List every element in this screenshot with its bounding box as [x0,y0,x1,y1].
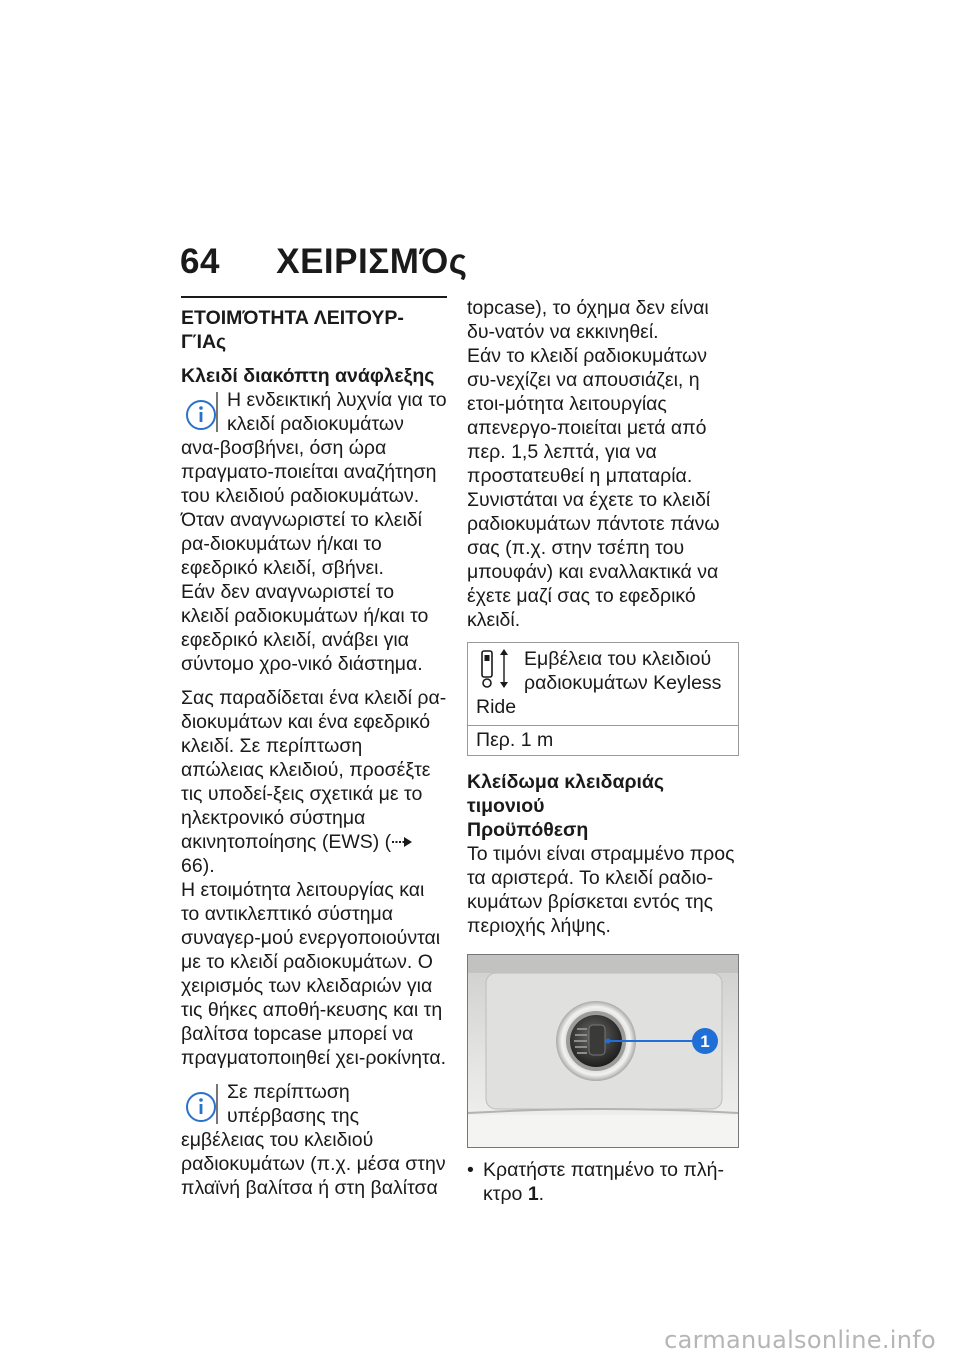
range-value: Περ. 1 m [468,725,738,755]
watermark: carmanualsonline.info [664,1326,936,1354]
paragraph: Συνιστάται να έχετε το κλειδί ραδιοκυμάτων πάντοτε πάνω σας (π.χ. στην τσέπη του μπουφάν) και εναλλακτικά να έχετε μαζί σας το εφεδρικό κλειδί. [467,489,720,631]
key-range-icon [476,647,520,693]
note-text: Η ενδεικτική λυχνία για το κλειδί ραδιοκυμάτων ανα-βοσβήνει, όση ώρα πραγματο-ποιείται αναζήτηση του κλειδιού ραδιοκυμάτων. [181,389,447,507]
page-ref-arrow-icon [391,836,413,848]
paragraph: Εάν το κλειδί ραδιοκυμάτων συ-νεχίζει να απουσιάζει, η ετοι-μότητα λειτουργίας απενεργο-ποιείται μετά από περ. 1,5 λεπτά, για να προστατευθεί η μπαταρία. [467,345,707,487]
ignition-button-photo [467,954,739,1148]
step-key: 1 [527,1183,539,1205]
subsection-title: Κλειδί διακόπτη ανάφλεξης [181,365,435,387]
left-column [181,296,447,1200]
range-label: Εμβέλεια του κλειδιού ραδιοκυμάτων Keyless Ride [476,648,722,718]
paragraph: Η ετοιμότητα λειτουργίας και το αντικλεπτικό σύστημα συναγερ-μού ενεργοποιούνται με το κλειδί ραδιοκυμάτων. Ο χειρισμός των κλειδαριών για τις θήκες αποθή-κευσης και τη βαλίτσα topcase μπορεί να πραγματοποιηθεί χει-ροκίνητα. [181,879,447,1069]
right-column [467,296,739,1206]
range-box-header [468,643,738,725]
step-end: . [538,1183,545,1205]
section-rule [181,296,447,298]
info-note-2 [181,1080,447,1200]
page-header [180,242,467,282]
section-title: ΕΤΟΙΜΌΤΗΤΑ ΛΕΙΤΟΥΡ-ΓΊΑς [181,307,404,353]
photo-callout-label: 1 [700,1032,710,1051]
note-text: Σε περίπτωση υπέρβασης της εμβέλειας του κλειδιού ραδιοκυμάτων (π.χ. μέσα στην πλαϊνή βαλίτσα ή στη βαλίτσα [181,1081,446,1199]
range-info-box [467,642,739,756]
step-text: Κρατήστε πατημένο το πλή-κτρο [483,1159,724,1205]
instruction-step [467,1158,739,1206]
page-ref[interactable]: 66 [181,855,203,877]
prereq-title: Προϋπόθεση [467,819,589,841]
paragraph-text: ). [202,855,215,877]
paragraph-text: Σας παραδίδεται ένα κλειδί ρα-διοκυμάτων και ένα εφεδρικό κλειδί. Σε περίπτωση απώλειας κλειδιού, προσέξτε τις υποδεί-ξεις σχετικά με το ηλεκτρονικό σύστημα ακινητοποίησης (EWS) ( [181,687,447,853]
paragraph: topcase), το όχημα δεν είναι δυ-νατόν να εκκινηθεί. [467,297,709,343]
bullet-icon: • [467,1159,474,1181]
info-icon [181,1080,223,1128]
prereq-text: Το τιμόνι είναι στραμμένο προς τα αριστερά. Το κλειδί ραδιο-κυμάτων βρίσκεται εντός της περιοχής λήψης. [467,843,735,937]
paragraph-with-ref [181,686,447,878]
photo-illustration [468,955,738,1147]
page-number: 64 [180,242,220,281]
paragraph: Όταν αναγνωριστεί το κλειδί ρα-διοκυμάτων ή/και το εφεδρικό κλειδί, σβήνει. [181,509,422,579]
section2-title: Κλείδωμα κλειδαριάς τιμονιού [467,771,665,817]
paragraph: Εάν δεν αναγνωριστεί το κλειδί ραδιοκυμάτων ή/και το εφεδρικό κλειδί, ανάβει για σύντομο χρο-νικό διάστημα. [181,581,429,675]
chapter-title: ΧΕΙΡΙΣΜΌς [276,242,468,281]
info-icon [181,388,223,436]
info-note-1 [181,388,447,508]
